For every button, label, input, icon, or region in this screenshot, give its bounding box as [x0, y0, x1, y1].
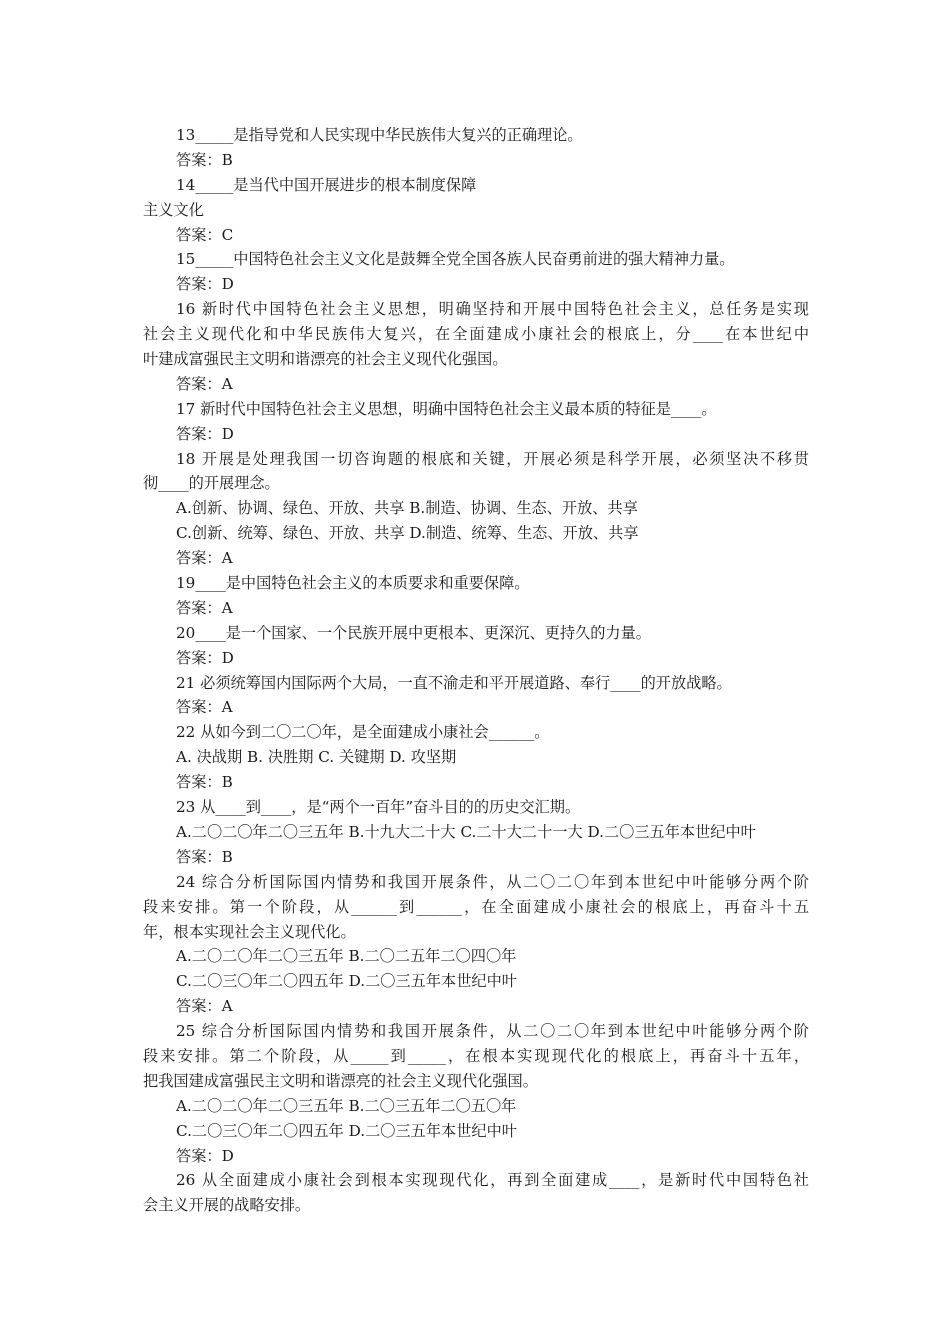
text-line: 22 从如今到二〇二〇年，是全面建成小康社会______。 — [176, 723, 550, 742]
text-line: 会主义开展的战略安排。 — [143, 1196, 311, 1215]
text-line: 19____是中国特色社会主义的本质要求和重要保障。 — [176, 574, 530, 593]
text-line: 20____是一个国家、一个民族开展中更根本、更深沉、更持久的力量。 — [176, 623, 651, 642]
text-line: A.二〇二〇年二〇三五年 B.二〇三五年二〇五〇年 — [176, 1096, 517, 1115]
text-line: 答案：B — [176, 847, 233, 866]
text-line: 年，根本实现社会主义现代化。 — [143, 922, 356, 941]
text-line: 叶建成富强民主文明和谐漂亮的社会主义现代化强国。 — [143, 350, 508, 369]
text-line: 答案：D — [176, 275, 234, 294]
text-line: 16 新时代中国特色社会主义思想，明确坚持和开展中国特色社会主义，总任务是实现 — [176, 300, 809, 319]
text-line: 15_____中国特色社会主义文化是鼓舞全党全国各族人民奋勇前进的强大精神力量。 — [176, 250, 735, 269]
text-line: 主义文化 — [143, 200, 204, 219]
text-line: 答案：A — [176, 997, 233, 1016]
text-line: 答案：A — [176, 374, 233, 393]
text-line: A.二〇二〇年二〇三五年 B.十九大二十大 C.二十大二十一大 D.二〇三五年本世纪中叶 — [176, 822, 756, 841]
text-line: 25 综合分析国际国内情势和我国开展条件，从二〇二〇年到本世纪中叶能够分两个阶 — [176, 1022, 809, 1041]
text-line: 社会主义现代化和中华民族伟大复兴，在全面建成小康社会的根底上，分____在本世纪中 — [143, 325, 809, 344]
text-line: 段来安排。第二个阶段，从_____到_____，在根本实现现代化的根底上，再奋斗十五年， — [143, 1046, 809, 1065]
text-line: 26 从全面建成小康社会到根本实现现代化，再到全面建成____，是新时代中国特色社 — [176, 1171, 809, 1190]
text-line: 21 必须统筹国内国际两个大局，一直不渝走和平开展道路、奉行____的开放战略。 — [176, 673, 732, 692]
text-line: A.创新、协调、绿色、开放、共享 B.制造、协调、生态、开放、共享 — [176, 499, 638, 518]
text-line: C.创新、统筹、绿色、开放、共享 D.制造、统筹、生态、开放、共享 — [176, 524, 639, 543]
document-body — [143, 123, 809, 1218]
text-line: 答案：A — [176, 598, 233, 617]
text-line: 答案：D — [176, 424, 234, 443]
text-line: 彻____的开展理念。 — [143, 474, 280, 493]
text-line: 段来安排。第一个阶段，从______到______，在全面建成小康社会的根底上，再奋斗十五 — [143, 897, 809, 916]
text-line: C.二〇三〇年二〇四五年 D.二〇三五年本世纪中叶 — [176, 1121, 517, 1140]
text-line: 13_____是指导党和人民实现中华民族伟大复兴的正确理论。 — [176, 126, 583, 144]
text-line: 答案：B — [176, 773, 233, 792]
text-line: 23 从____到____，是“两个一百年”奋斗目的的历史交汇期。 — [176, 798, 581, 817]
text-line: 答案：D — [176, 648, 234, 667]
text-line: 把我国建成富强民主文明和谐漂亮的社会主义现代化强国。 — [143, 1071, 538, 1090]
text-line: C.二〇三〇年二〇四五年 D.二〇三五年本世纪中叶 — [176, 972, 517, 991]
text-line: A. 决战期 B. 决胜期 C. 关键期 D. 攻坚期 — [176, 748, 457, 767]
text-line: 答案：C — [176, 225, 234, 244]
text-line: 答案：A — [176, 698, 233, 717]
text-line: 18 开展是处理我国一切咨询题的根底和关键，开展必须是科学开展，必须坚决不移贯 — [176, 449, 809, 468]
text-line: 答案：D — [176, 1146, 234, 1165]
text-line: 24 综合分析国际国内情势和我国开展条件，从二〇二〇年到本世纪中叶能够分两个阶 — [176, 872, 809, 891]
text-line: 14_____是当代中国开展进步的根本制度保障 — [176, 175, 477, 194]
text-line: 答案：B — [176, 150, 233, 169]
text-line: 答案：A — [176, 549, 233, 568]
text-line: 17 新时代中国特色社会主义思想，明确中国特色社会主义最本质的特征是____。 — [176, 399, 717, 418]
text-line: A.二〇二〇年二〇三五年 B.二〇二五年二〇四〇年 — [176, 947, 517, 966]
